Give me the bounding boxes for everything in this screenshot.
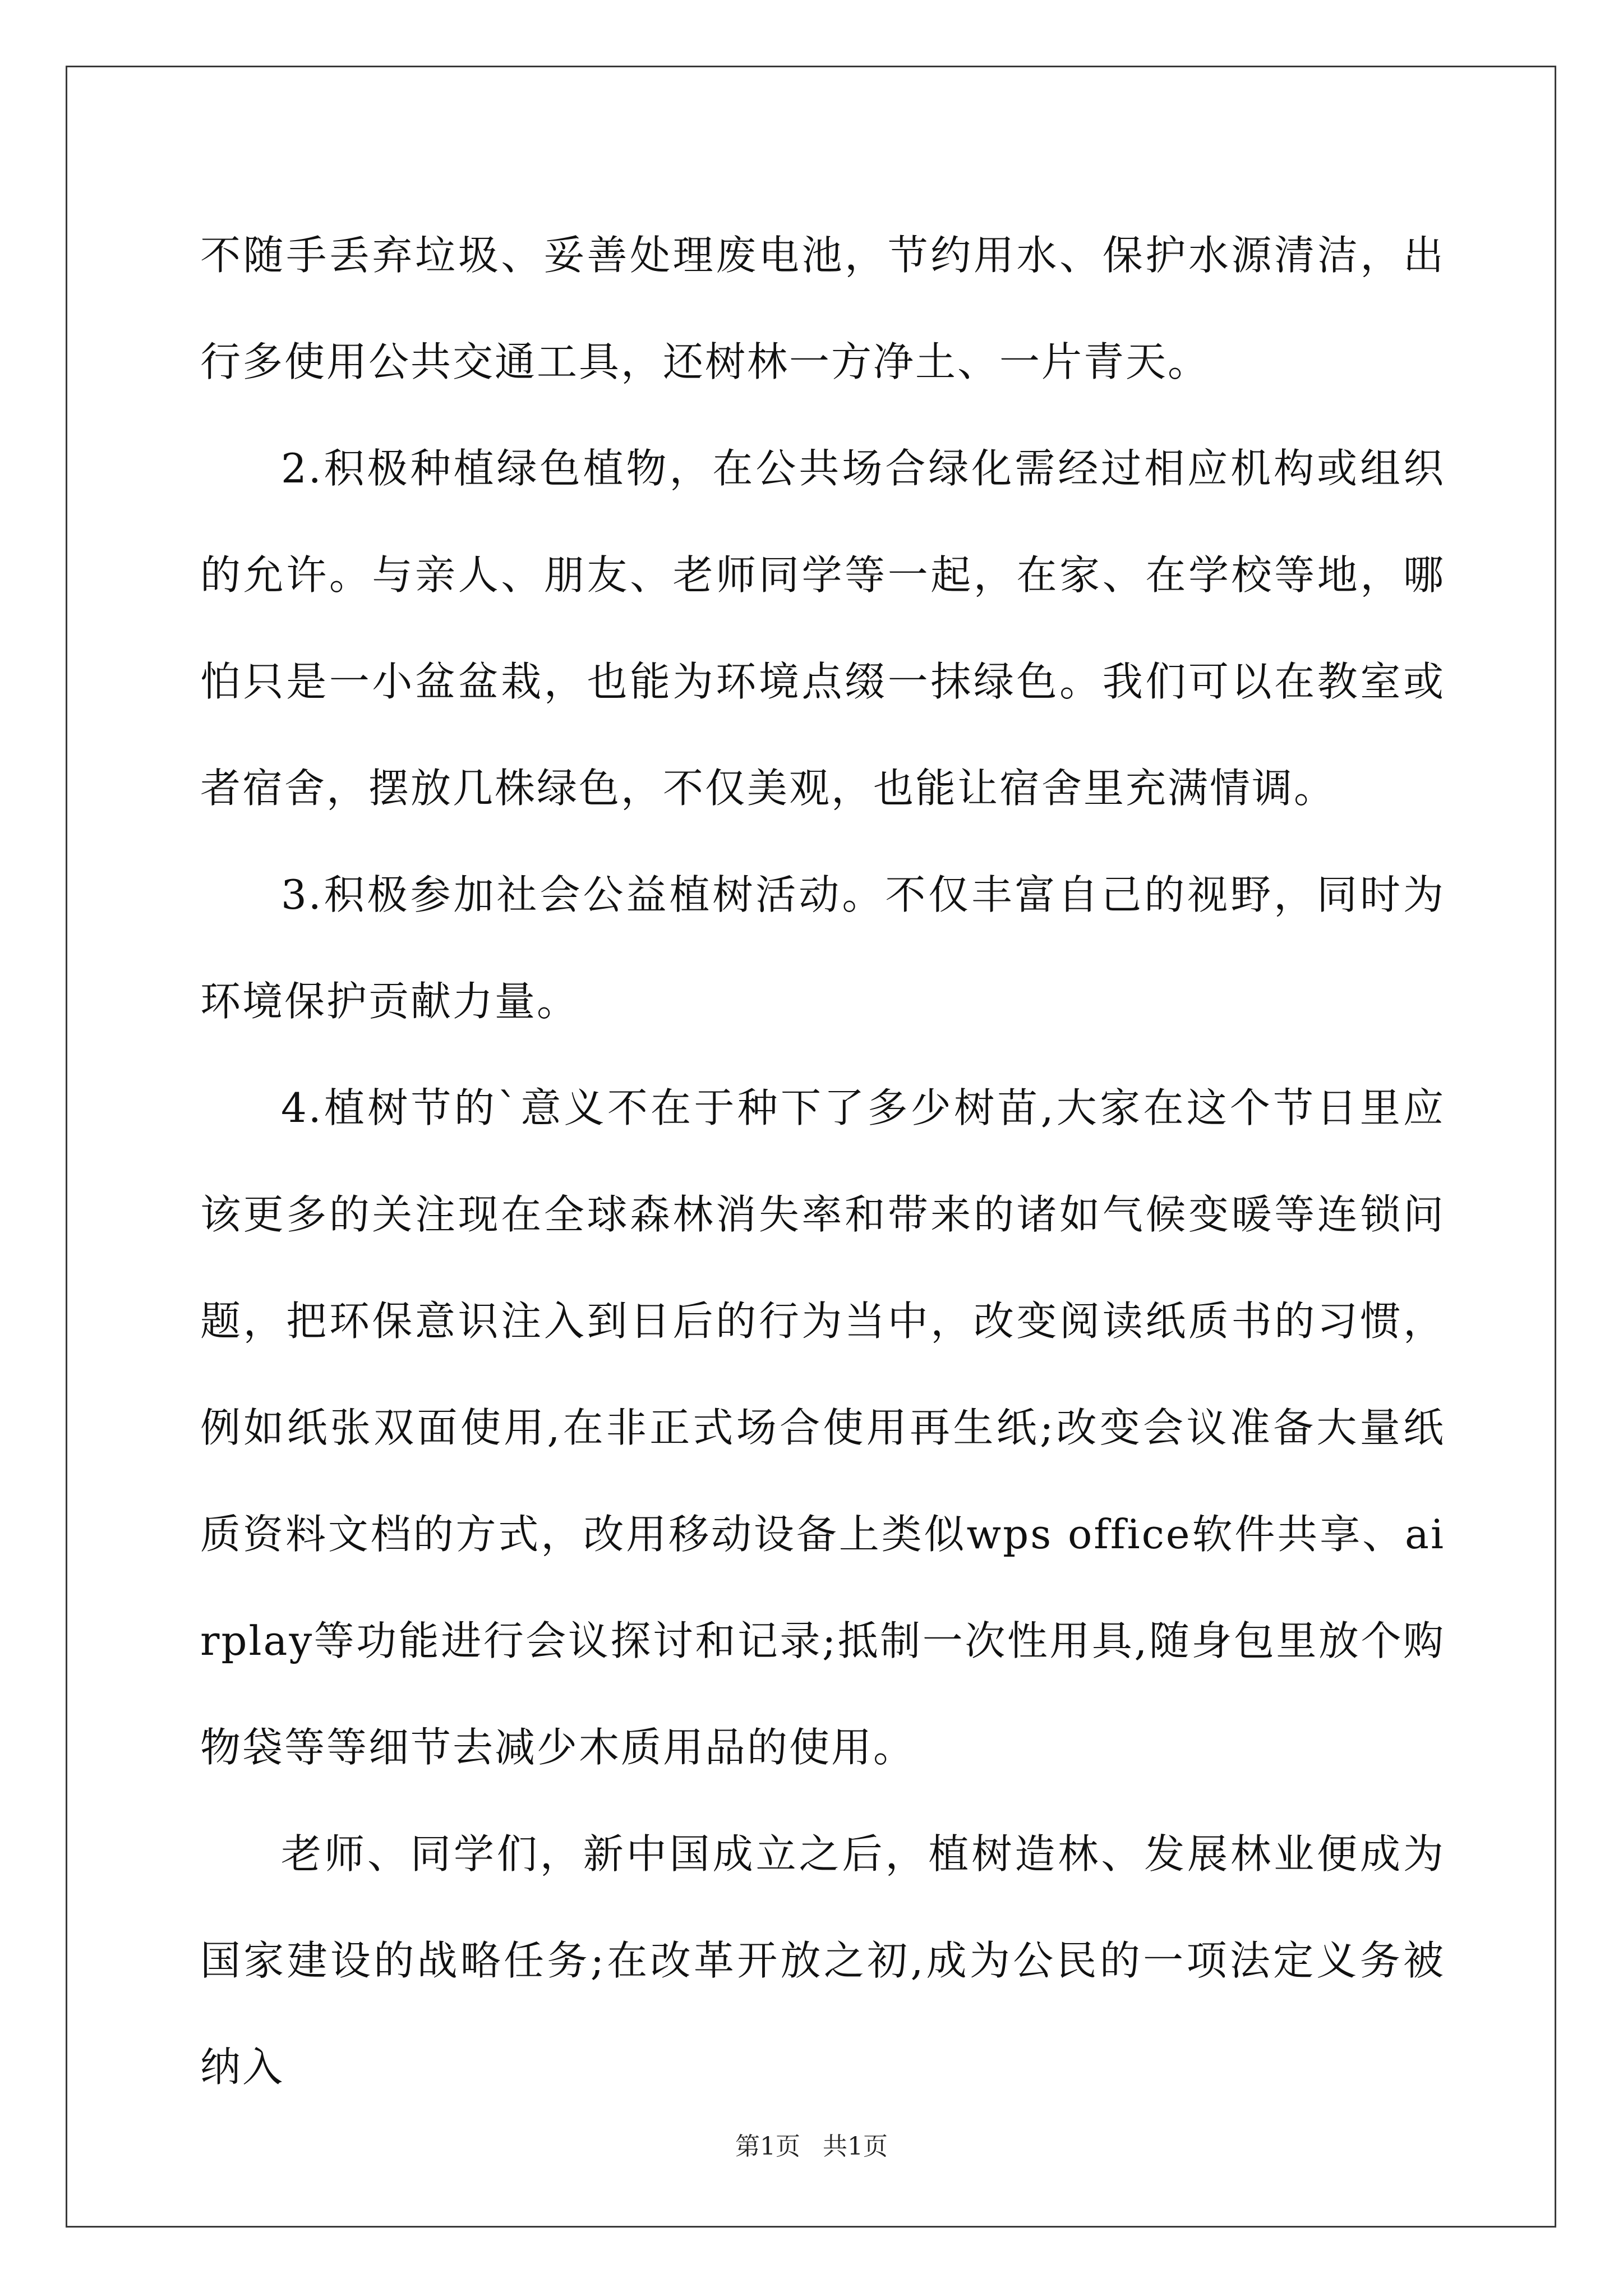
paragraph-item-3: 3.积极参加社会公益植树活动。不仅丰富自己的视野，同时为环境保护贡献力量。 [200,871,1445,1025]
paragraph-continuation: 不随手丢弃垃圾、妥善处理废电池，节约用水、保护水源清洁，出行多使用公共交通工具，还树林一方净土、一片青天。 [200,232,1445,385]
paragraph-item-2: 2.积极种植绿色植物，在公共场合绿化需经过相应机构或组织的允许。与亲人、朋友、老师同学等一起，在家、在学校等地，哪怕只是一小盆盆栽，也能为环境点缀一抹绿色。我们可以在教室或者宿舍，摆放几株绿色，不仅美观，也能让宿舍里充满情调。 [200,445,1445,812]
paragraph-item-4: 4.植树节的`意义不在于种下了多少树苗,大家在这个节日里应该更多的关注现在全球森林消失率和带来的诸如气候变暖等连锁问题，把环保意识注入到日后的行为当中，改变阅读纸质书的习惯，例如纸张双面使用,在非正式场合使用再生纸;改变会议准备大量纸质资料文档的方式，改用移动设备上类似wps office软件共享、airplay等功能进行会议探讨和记录;抵制一次性用具,随身包里放个购物袋等等细节去减少木质用品的使用。 [200,1084,1445,1771]
paragraph-closing: 老师、同学们，新中国成立之后，植树造林、发展林业便成为国家建设的战略任务;在改革开放之初,成为公民的一项法定义务被纳入 [200,1830,1445,2091]
page-number-total: 共1页 [823,2132,888,2161]
page-footer [0,2130,1623,2164]
page-number-current: 第1页 [735,2132,800,2161]
document-body [200,202,1445,2120]
